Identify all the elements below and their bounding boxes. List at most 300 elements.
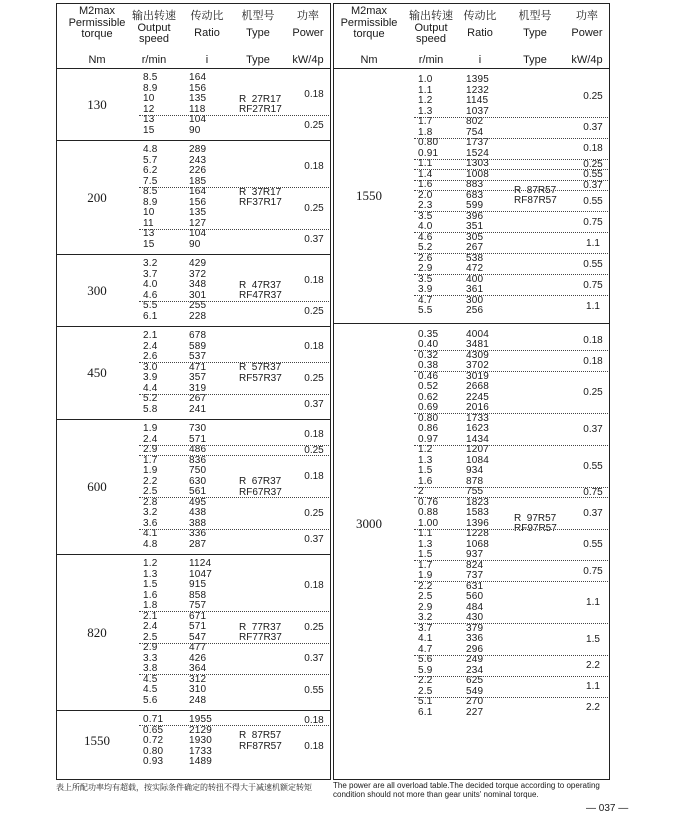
speed-value: 3.2 bbox=[418, 612, 433, 623]
page-number: — 037 — bbox=[586, 803, 629, 814]
torque-group bbox=[57, 327, 330, 420]
dotted-separator bbox=[414, 413, 608, 414]
gear-type-line: R 87R57 bbox=[239, 730, 282, 742]
type-header-line2: Type bbox=[246, 26, 270, 39]
power-value: 0.18 bbox=[304, 579, 324, 591]
ratio-value: 1434 bbox=[466, 433, 490, 445]
power-unit: kW/4p bbox=[292, 54, 324, 66]
ratio-value: 1037 bbox=[466, 105, 490, 117]
ratio-value: 287 bbox=[189, 538, 207, 550]
speed-value: 3.5 bbox=[418, 273, 433, 285]
power-value: 1.5 bbox=[586, 633, 600, 645]
speed-value: 1.5 bbox=[418, 549, 433, 560]
ratio-value: 1068 bbox=[466, 538, 490, 550]
speed-value: 1.7 bbox=[143, 454, 158, 466]
speed-value: 10 bbox=[143, 207, 155, 218]
ratio-value: 549 bbox=[466, 685, 484, 697]
ratio-value: 255 bbox=[189, 300, 207, 311]
power-value: 0.55 bbox=[583, 539, 603, 551]
ratio-value: 234 bbox=[466, 664, 484, 676]
ratio-value: 934 bbox=[466, 465, 484, 476]
ratio-value: 3019 bbox=[466, 370, 490, 382]
power-value: 0.37 bbox=[583, 507, 603, 519]
dotted-separator bbox=[414, 253, 608, 254]
speed-value: 1.0 bbox=[418, 74, 433, 85]
torque-value: 200 bbox=[87, 189, 107, 205]
ratio-value: 571 bbox=[189, 433, 207, 445]
speed-value: 2.5 bbox=[418, 591, 433, 602]
speed-value: 4.1 bbox=[143, 528, 158, 539]
ratio-value: 477 bbox=[189, 642, 207, 653]
power-value: 0.55 bbox=[304, 684, 324, 696]
speed-value: 4.8 bbox=[143, 538, 158, 550]
gear-type bbox=[239, 363, 282, 384]
power-value: 1.1 bbox=[586, 300, 600, 312]
power-value: 0.18 bbox=[304, 88, 324, 100]
speed-value: 3.7 bbox=[143, 268, 158, 280]
ratio-value: 156 bbox=[189, 196, 207, 208]
speed-value: 1.8 bbox=[143, 600, 158, 611]
speed-value: 2.3 bbox=[418, 200, 433, 211]
dotted-separator bbox=[414, 274, 608, 275]
dotted-separator bbox=[139, 455, 329, 456]
power-header bbox=[283, 11, 333, 39]
ratio-value: 267 bbox=[189, 393, 207, 404]
ratio-value: 750 bbox=[189, 465, 207, 476]
ratio-value: 319 bbox=[189, 382, 207, 394]
speed-value: 3.2 bbox=[143, 258, 158, 269]
ratio-value: 3481 bbox=[466, 339, 490, 350]
speed-value: 1.9 bbox=[418, 570, 433, 581]
speed-value: 1.6 bbox=[418, 475, 433, 487]
speed-value: 3.7 bbox=[418, 622, 433, 634]
speed-value: 0.91 bbox=[418, 147, 439, 159]
dotted-separator bbox=[414, 497, 608, 498]
speed-value: 3.5 bbox=[418, 210, 433, 222]
speed-value: 6.2 bbox=[143, 165, 158, 176]
ratio-value: 1583 bbox=[466, 507, 490, 518]
speed-value: 3.6 bbox=[143, 517, 158, 529]
ratio-value: 90 bbox=[189, 124, 201, 136]
ratio-value: 737 bbox=[466, 570, 484, 581]
ratio-value: 1207 bbox=[466, 444, 490, 455]
gear-type-line: RF57R37 bbox=[239, 372, 282, 384]
ratio-value: 388 bbox=[189, 517, 207, 529]
dotted-separator bbox=[414, 560, 608, 561]
speed-value: 2.9 bbox=[143, 642, 158, 653]
power-value: 0.25 bbox=[304, 120, 324, 131]
power-value: 0.25 bbox=[304, 621, 324, 633]
speed-header-line2: Output bbox=[414, 21, 448, 34]
torque-unit: Nm bbox=[360, 54, 378, 66]
speed-header-line2: Output bbox=[137, 21, 171, 34]
ratio-value: 364 bbox=[189, 663, 207, 674]
torque-group bbox=[57, 420, 330, 555]
ratio-value: 1489 bbox=[189, 756, 213, 767]
gear-type-line: RF27R17 bbox=[239, 104, 282, 115]
power-value: 0.37 bbox=[304, 653, 324, 665]
ratio-value: 755 bbox=[466, 486, 484, 497]
torque-header-line2: Permissible bbox=[68, 16, 126, 29]
speed-value: 0.80 bbox=[143, 745, 164, 757]
gear-type-line: RF87R57 bbox=[239, 740, 282, 752]
right-table bbox=[333, 3, 610, 780]
ratio-value: 915 bbox=[189, 579, 207, 590]
ratio-value: 296 bbox=[466, 643, 484, 655]
speed-value: 4.5 bbox=[143, 673, 158, 685]
type-header bbox=[510, 11, 560, 39]
torque-unit: Nm bbox=[88, 54, 106, 66]
speed-value: 0.76 bbox=[418, 496, 439, 508]
dotted-separator bbox=[414, 487, 608, 488]
power-value: 0.55 bbox=[583, 169, 603, 181]
ratio-value: 426 bbox=[189, 652, 207, 664]
ratio-value: 671 bbox=[189, 610, 207, 622]
speed-value: 0.62 bbox=[418, 391, 439, 403]
speed-value: 8.5 bbox=[143, 72, 158, 83]
speed-value: 4.0 bbox=[143, 279, 158, 290]
ratio-value: 1395 bbox=[466, 74, 490, 85]
torque-group bbox=[57, 255, 330, 327]
dotted-separator bbox=[139, 301, 329, 302]
ratio-value: 289 bbox=[189, 144, 207, 155]
ratio-value: 471 bbox=[189, 361, 207, 373]
ratio-value: 1303 bbox=[466, 158, 490, 169]
power-value: 0.37 bbox=[583, 179, 603, 191]
speed-value: 0.35 bbox=[418, 328, 439, 340]
speed-value: 5.5 bbox=[143, 300, 158, 311]
ratio-header bbox=[452, 11, 508, 39]
ratio-value: 486 bbox=[189, 444, 207, 455]
torque-value: 600 bbox=[87, 479, 107, 494]
ratio-value: 547 bbox=[189, 631, 207, 643]
speed-value: 1.6 bbox=[143, 589, 158, 601]
dotted-separator bbox=[414, 138, 608, 139]
ratio-value: 305 bbox=[466, 231, 484, 243]
speed-value: 1.8 bbox=[418, 126, 433, 138]
ratio-value: 878 bbox=[466, 475, 484, 487]
power-value: 0.25 bbox=[583, 158, 603, 170]
speed-value: 0.97 bbox=[418, 433, 439, 445]
ratio-unit: i bbox=[205, 54, 209, 66]
speed-value: 0.69 bbox=[418, 402, 439, 413]
gear-type-line: RF67R37 bbox=[239, 486, 282, 498]
speed-value: 3.8 bbox=[143, 663, 158, 674]
power-value: 0.55 bbox=[583, 195, 603, 207]
speed-value: 4.4 bbox=[143, 382, 158, 394]
ratio-value: 1124 bbox=[189, 558, 212, 569]
speed-value: 0.80 bbox=[418, 137, 439, 148]
speed-value: 1.9 bbox=[143, 465, 158, 476]
speed-value: 2.2 bbox=[418, 675, 433, 686]
gear-type bbox=[239, 281, 282, 302]
dotted-separator bbox=[414, 529, 608, 530]
ratio-value: 1228 bbox=[466, 528, 490, 539]
ratio-value: 248 bbox=[189, 694, 207, 706]
gear-type bbox=[239, 477, 282, 498]
gear-type-line: R 77R37 bbox=[239, 621, 282, 633]
torque-header-line1: M2max bbox=[78, 5, 116, 17]
ratio-value: 1084 bbox=[466, 454, 490, 466]
dotted-separator bbox=[139, 611, 329, 612]
speed-value: 2.1 bbox=[143, 330, 158, 341]
ratio-value: 3702 bbox=[466, 360, 490, 371]
footnote-english: The power are all overload table.The decided torque according to operating condition should not more than gear units' nominal torque. bbox=[333, 781, 600, 799]
ratio-value: 357 bbox=[189, 372, 207, 383]
torque-group bbox=[57, 69, 330, 141]
ratio-header-line2: Ratio bbox=[194, 26, 220, 39]
ratio-value: 754 bbox=[466, 126, 484, 138]
ratio-value: 1930 bbox=[189, 735, 213, 746]
speed-value: 1.5 bbox=[418, 465, 433, 476]
speed-value: 3.3 bbox=[143, 652, 158, 664]
ratio-value: 472 bbox=[466, 263, 484, 274]
power-header-line1: 功率 bbox=[297, 10, 319, 22]
dotted-separator bbox=[139, 643, 329, 644]
speed-value: 0.32 bbox=[418, 349, 439, 361]
speed-value: 0.88 bbox=[418, 507, 439, 518]
ratio-value: 495 bbox=[189, 496, 207, 508]
torque-header-line3: torque bbox=[353, 28, 385, 40]
torque-header bbox=[334, 6, 404, 41]
type-header-line2: Type bbox=[523, 26, 547, 39]
ratio-value: 267 bbox=[466, 242, 484, 253]
power-value: 0.75 bbox=[583, 216, 603, 228]
ratio-value: 372 bbox=[189, 268, 207, 280]
dotted-separator bbox=[139, 187, 329, 188]
speed-value: 2 bbox=[418, 486, 424, 497]
ratio-value: 301 bbox=[189, 289, 207, 301]
speed-value: 4.7 bbox=[418, 643, 433, 655]
speed-value: 1.1 bbox=[418, 84, 433, 96]
power-value: 0.75 bbox=[583, 486, 603, 498]
power-value: 0.18 bbox=[304, 341, 324, 353]
torque-group bbox=[334, 324, 609, 725]
ratio-value: 2129 bbox=[189, 724, 213, 736]
dotted-separator bbox=[414, 211, 608, 212]
speed-value: 8.5 bbox=[143, 186, 158, 197]
power-header-line1: 功率 bbox=[576, 10, 598, 22]
speed-value: 4.6 bbox=[143, 289, 158, 301]
ratio-value: 351 bbox=[466, 221, 484, 232]
speed-value: 2.5 bbox=[143, 631, 158, 643]
speed-value: 5.8 bbox=[143, 403, 158, 415]
speed-value: 0.93 bbox=[143, 756, 164, 767]
ratio-value: 1823 bbox=[466, 496, 490, 508]
power-value: 0.55 bbox=[583, 258, 603, 270]
speed-value: 2.5 bbox=[418, 685, 433, 697]
speed-value: 4.7 bbox=[418, 294, 433, 306]
speed-value: 1.1 bbox=[418, 158, 433, 169]
ratio-value: 4309 bbox=[466, 349, 490, 361]
ratio-value: 599 bbox=[466, 200, 484, 211]
dotted-separator bbox=[414, 159, 608, 160]
ratio-value: 361 bbox=[466, 284, 484, 295]
ratio-value: 429 bbox=[189, 258, 207, 269]
speed-value: 1.6 bbox=[418, 179, 433, 190]
ratio-value: 589 bbox=[189, 340, 207, 352]
gear-type-line: RF37R17 bbox=[239, 197, 282, 208]
ratio-value: 1396 bbox=[466, 517, 490, 529]
speed-unit: r/min bbox=[418, 54, 444, 66]
dotted-separator bbox=[139, 674, 329, 675]
speed-value: 1.2 bbox=[418, 95, 433, 106]
ratio-value: 228 bbox=[189, 310, 207, 322]
type-unit: Type bbox=[246, 54, 270, 66]
dotted-separator bbox=[139, 497, 329, 498]
speed-header-line3: speed bbox=[416, 33, 446, 45]
power-value: 2.2 bbox=[586, 702, 600, 713]
torque-header-line1: M2max bbox=[350, 5, 388, 17]
ratio-value: 118 bbox=[189, 103, 206, 115]
speed-header-line3: speed bbox=[139, 33, 169, 45]
dotted-separator bbox=[139, 725, 329, 726]
ratio-value: 300 bbox=[466, 294, 484, 306]
speed-value: 1.2 bbox=[418, 444, 433, 455]
dotted-separator bbox=[414, 623, 608, 624]
gear-type-line: R 27R17 bbox=[239, 93, 282, 105]
ratio-value: 683 bbox=[466, 189, 484, 201]
dotted-separator bbox=[414, 697, 608, 698]
ratio-value: 400 bbox=[466, 273, 484, 285]
torque-group bbox=[57, 711, 330, 772]
power-value: 0.55 bbox=[583, 460, 603, 472]
ratio-value: 438 bbox=[189, 507, 207, 518]
speed-value: 1.5 bbox=[143, 579, 158, 590]
ratio-value: 127 bbox=[189, 217, 207, 229]
power-value: 0.25 bbox=[304, 202, 324, 214]
dotted-separator bbox=[139, 362, 329, 363]
speed-value: 0.40 bbox=[418, 339, 439, 350]
ratio-value: 104 bbox=[189, 228, 207, 239]
speed-value: 1.2 bbox=[143, 558, 158, 569]
speed-value: 2.6 bbox=[143, 351, 158, 362]
speed-value: 1.00 bbox=[418, 517, 439, 529]
ratio-value: 90 bbox=[189, 238, 201, 250]
power-value: 0.18 bbox=[583, 355, 603, 367]
ratio-value: 1047 bbox=[189, 568, 213, 580]
speed-value: 0.38 bbox=[418, 360, 439, 371]
dotted-separator bbox=[414, 655, 608, 656]
power-value: 0.18 bbox=[583, 334, 603, 346]
speed-value: 1.9 bbox=[143, 423, 158, 434]
ratio-value: 2668 bbox=[466, 381, 490, 392]
speed-value: 1.7 bbox=[418, 116, 433, 127]
type-header bbox=[233, 11, 283, 39]
speed-value: 5.2 bbox=[418, 242, 433, 253]
ratio-value: 185 bbox=[189, 175, 207, 187]
gear-type-line: RF97R57 bbox=[514, 523, 557, 535]
speed-value: 13 bbox=[143, 114, 155, 125]
speed-value: 0.72 bbox=[143, 735, 164, 746]
speed-value: 6.1 bbox=[143, 310, 158, 322]
dotted-separator bbox=[139, 445, 329, 446]
power-header-line2: Power bbox=[571, 26, 603, 39]
dotted-separator bbox=[139, 229, 329, 230]
speed-value: 5.5 bbox=[418, 305, 433, 316]
ratio-value: 243 bbox=[189, 154, 207, 166]
speed-value: 0.86 bbox=[418, 423, 439, 434]
ratio-value: 1955 bbox=[189, 714, 213, 725]
power-value: 0.25 bbox=[583, 387, 603, 398]
power-value: 0.18 bbox=[583, 143, 603, 154]
speed-value: 4.6 bbox=[418, 231, 433, 243]
footnote-chinese: 表上所配功率均有超载，按实际条件确定的转扭不得大于减速机额定转矩 bbox=[56, 783, 312, 792]
speed-value: 0.80 bbox=[418, 412, 439, 424]
dotted-separator bbox=[414, 180, 608, 181]
power-value: 0.18 bbox=[304, 714, 324, 726]
speed-value: 1.1 bbox=[418, 528, 433, 539]
power-value: 0.25 bbox=[304, 507, 324, 519]
ratio-header-line1: 传动比 bbox=[190, 10, 224, 22]
ratio-value: 164 bbox=[189, 186, 207, 197]
speed-value: 3.0 bbox=[143, 361, 158, 373]
ratio-value: 1623 bbox=[466, 423, 490, 434]
speed-value: 4.1 bbox=[418, 633, 433, 644]
power-header bbox=[564, 11, 610, 39]
speed-value: 8.9 bbox=[143, 196, 158, 208]
ratio-value: 1524 bbox=[466, 147, 490, 159]
ratio-value: 484 bbox=[466, 601, 484, 613]
power-value: 0.18 bbox=[304, 429, 324, 440]
power-value: 2.2 bbox=[586, 660, 600, 671]
ratio-value: 430 bbox=[466, 612, 484, 623]
dotted-separator bbox=[414, 190, 608, 191]
ratio-value: 1232 bbox=[466, 84, 490, 96]
speed-value: 8.9 bbox=[143, 82, 158, 94]
speed-value: 1.7 bbox=[418, 559, 433, 571]
ratio-value: 135 bbox=[189, 93, 207, 104]
ratio-value: 757 bbox=[189, 600, 207, 611]
ratio-value: 312 bbox=[189, 673, 207, 685]
dotted-separator bbox=[414, 371, 608, 372]
speed-value: 5.9 bbox=[418, 664, 433, 676]
speed-value: 1.4 bbox=[418, 168, 433, 180]
ratio-value: 561 bbox=[189, 486, 207, 497]
gear-type bbox=[514, 514, 557, 535]
speed-value: 5.7 bbox=[143, 154, 158, 166]
speed-value: 4.5 bbox=[143, 684, 158, 695]
gear-type bbox=[514, 186, 557, 207]
speed-value: 0.52 bbox=[418, 381, 439, 392]
ratio-value: 560 bbox=[466, 591, 484, 602]
speed-value: 1.3 bbox=[143, 568, 158, 580]
power-value: 0.37 bbox=[304, 234, 324, 245]
speed-value: 5.6 bbox=[418, 654, 433, 665]
power-value: 0.75 bbox=[583, 565, 603, 577]
torque-group bbox=[57, 555, 330, 711]
right-table-header bbox=[334, 4, 609, 69]
power-value: 0.18 bbox=[304, 741, 324, 752]
speed-value: 13 bbox=[143, 228, 155, 239]
ratio-value: 270 bbox=[466, 696, 484, 707]
ratio-value: 396 bbox=[466, 210, 484, 222]
speed-value: 2.0 bbox=[418, 189, 433, 201]
speed-value: 2.4 bbox=[143, 433, 158, 445]
dotted-separator bbox=[139, 529, 329, 530]
speed-value: 2.2 bbox=[418, 580, 433, 592]
speed-value: 2.5 bbox=[143, 486, 158, 497]
ratio-value: 730 bbox=[189, 423, 207, 434]
gear-type-line: R 57R37 bbox=[239, 362, 282, 373]
ratio-value: 883 bbox=[466, 179, 484, 190]
ratio-value: 249 bbox=[466, 654, 484, 665]
ratio-value: 625 bbox=[466, 675, 484, 686]
speed-value: 12 bbox=[143, 103, 155, 115]
speed-value: 0.71 bbox=[143, 714, 164, 725]
speed-value: 10 bbox=[143, 93, 155, 104]
ratio-value: 824 bbox=[466, 559, 484, 571]
